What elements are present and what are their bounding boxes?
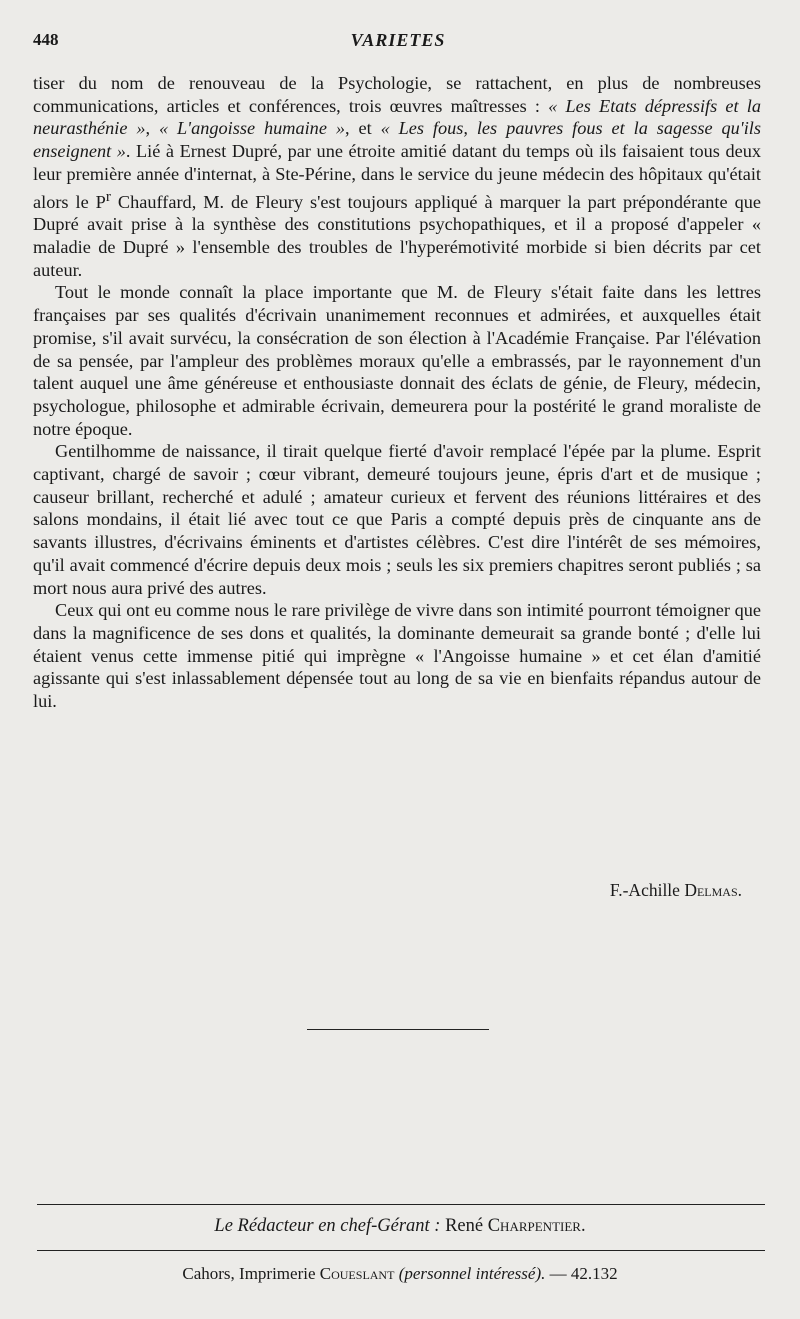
p1-sep-1: , bbox=[145, 118, 159, 139]
article-body bbox=[33, 72, 761, 713]
printer-name: Coueslant bbox=[319, 1264, 395, 1283]
p1-text-b: . Lié à Ernest Dupré, par une étroite amitié datant du temps où ils faisaient tous deux leur première année d'internat, à Ste-Périne, dans le service du jeune médecin des hôpitaux qu'était alors le P bbox=[33, 141, 761, 212]
editor-role: Le Rédacteur en chef-Gérant : bbox=[214, 1216, 441, 1236]
paragraph-4: Ceux qui ont eu comme nous le rare privilège de vivre dans son intimité pourront témoigner que dans la magnificence de ses dons et qualités, la dominante demeurait sa grande bonté ; d'elle lui étaient venus cette immense pitié qui imprègne « l'Angoisse humaine » et cet élan d'amitié agissante qui s'est inlassablement dépensée tout au long de sa vie en bienfaits répandus autour de lui. bbox=[33, 600, 761, 712]
editor-first-name: René bbox=[445, 1216, 488, 1236]
p1-text-c: Chauffard, M. de Fleury s'est toujours appliqué à marquer la part prépondérante que Dupré avait prise à la synthèse des constitutions psychopathiques, et il a proposé d'appeler « maladie de Dupré » l'ensemble des troubles de l'hyperémotivité morbide si bien décrits par cet auteur. bbox=[33, 191, 761, 280]
book-title-2: « L'angoisse humaine » bbox=[158, 118, 345, 139]
paragraph-3: Gentilhomme de naissance, il tirait quelque fierté d'avoir remplacé l'épée par la plume. Esprit captivant, chargé de savoir ; cœur vibrant, demeuré toujours jeune, épris d'art et de musique ; causeur brillant, recherché et adulé ; amateur curieux et fervent des réunions littéraires et des salons mondains, il était lié avec tout ce que Paris a compté depuis près de cinquante ans de savants illustres, d'écrivains éminents et d'artistes célèbres. C'est dire l'intérêt de ses mémoires, qu'il avait commencé d'écrire depuis deux mois ; seuls les six premiers chapitres seront publiés ; sa mort nous aura privé des autres. bbox=[33, 441, 761, 598]
footer-rule-top bbox=[37, 1204, 765, 1205]
editor-last-name: Charpentier. bbox=[487, 1216, 586, 1236]
printer-city: Cahors, Imprimerie bbox=[182, 1264, 320, 1283]
editor-credit bbox=[0, 1216, 800, 1237]
professor-abbrev-sup: r bbox=[105, 187, 111, 205]
book-title-3: « Les fous, les pauvres fous et la sagesse qu'ils enseignent » bbox=[33, 118, 761, 162]
printer-number: — 42.132 bbox=[549, 1264, 618, 1283]
printer-note: (personnel intéressé). bbox=[398, 1264, 546, 1283]
paragraph-1 bbox=[33, 72, 761, 281]
paragraph-2: Tout le monde connaît la place importante que M. de Fleury s'était faite dans les lettres françaises par ses qualités d'écrivain unanimement reconnues et admirées, et auxquelles était promise, s'il avait survécu, la consécration de son élection à l'Académie Française. Par l'élévation de sa pensée, par l'ampleur des problèmes moraux qu'elle a embrassés, par le rayonnement d'un talent auquel une âme généreuse et enthousiaste donnait des éclats de génie, de Fleury, médecin, psychologue, philosophe et admirable écrivain, demeurera pour la postérité le grand moraliste de notre époque. bbox=[33, 282, 761, 439]
footer-rule-bottom bbox=[37, 1250, 765, 1251]
author-signature bbox=[610, 880, 742, 901]
book-title-1: « Les Etats dépressifs et la neurasthénie » bbox=[33, 95, 762, 139]
printer-imprint bbox=[0, 1264, 800, 1284]
p1-sep-2: , et bbox=[344, 118, 381, 139]
signature-last-name: Delmas. bbox=[684, 880, 742, 900]
section-title: VARIETES bbox=[350, 30, 446, 50]
page-number: 448 bbox=[33, 30, 59, 49]
section-divider bbox=[307, 1029, 489, 1030]
running-head bbox=[33, 30, 763, 56]
p1-text-a: tiser du nom de renouveau de la Psychologie, se rattachent, en plus de nombreuses communications, articles et conférences, trois œuvres maîtresses : bbox=[33, 73, 761, 116]
signature-first-name: F.-Achille bbox=[609, 880, 685, 900]
